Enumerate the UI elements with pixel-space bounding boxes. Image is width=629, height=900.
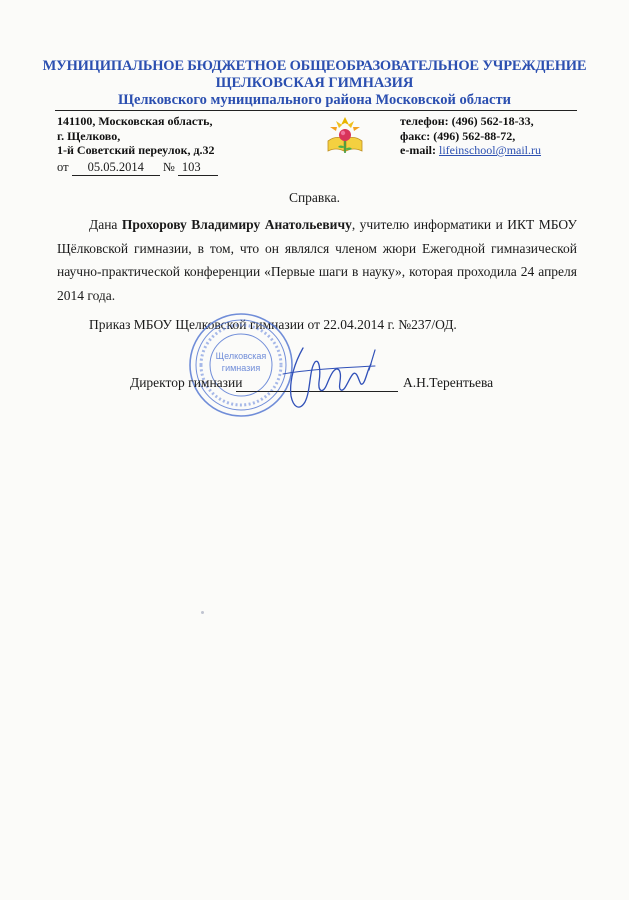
p1-rest: , учителю информатики и ИКТ МБОУ Щёлковской гимназии, в том, что он являлся членом жюри Ежегодной гимназической научно-практической конференции «Первые шаги в науку», которая проходила 24 апреля 2014 года. [57, 217, 577, 303]
org-name-line1: МУНИЦИПАЛЬНОЕ БЮДЖЕТНОЕ ОБЩЕОБРАЗОВАТЕЛЬНОЕ УЧРЕЖДЕНИЕ [42, 58, 587, 74]
email-link[interactable]: lifeinschool@mail.ru [438, 143, 542, 157]
address-line1: 141100, Московская область, [57, 114, 213, 128]
recipient-name: Прохорову Владимиру Анатольевичу [121, 217, 352, 232]
email-label: e-mail: [400, 143, 436, 157]
handwritten-signature [275, 340, 395, 420]
document-date: 05.05.2014 [72, 160, 160, 176]
address-line2: г. Щелково, [57, 128, 121, 143]
signatory-name: А.Н.Терентьева [403, 375, 494, 390]
number-label: № [162, 160, 175, 174]
body-paragraph-1 [57, 213, 577, 307]
stamp-text-2: гимназия [221, 363, 261, 373]
document-reference [57, 160, 218, 176]
fax-number: факс: (496) 562-88-72, [400, 128, 516, 143]
stamp-text-1: Щелковская [215, 351, 267, 361]
body-paragraph-2: Приказ МБОУ Щелковской гимназии от 22.04.2014 г. №237/ОД. [89, 317, 457, 332]
contact-block [400, 114, 541, 158]
postal-address [57, 114, 215, 158]
p1-prefix: Дана [89, 217, 122, 232]
document-title: Справка. [288, 190, 341, 205]
school-logo-icon [322, 113, 368, 159]
document-number: 103 [178, 160, 218, 176]
address-line3: 1-й Советский переулок, д.32 [57, 143, 215, 157]
phone-number: телефон: (496) 562-18-33, [400, 114, 534, 128]
signatory-position: Директор гимназии [130, 375, 243, 390]
org-region-line: Щелковского муниципального района Московской области [118, 92, 511, 108]
from-label: от [57, 160, 69, 174]
org-name-line2: ЩЕЛКОВСКАЯ ГИМНАЗИЯ [215, 75, 414, 91]
email-line [400, 143, 541, 158]
header-divider [55, 110, 577, 111]
paper-speck [201, 611, 204, 614]
